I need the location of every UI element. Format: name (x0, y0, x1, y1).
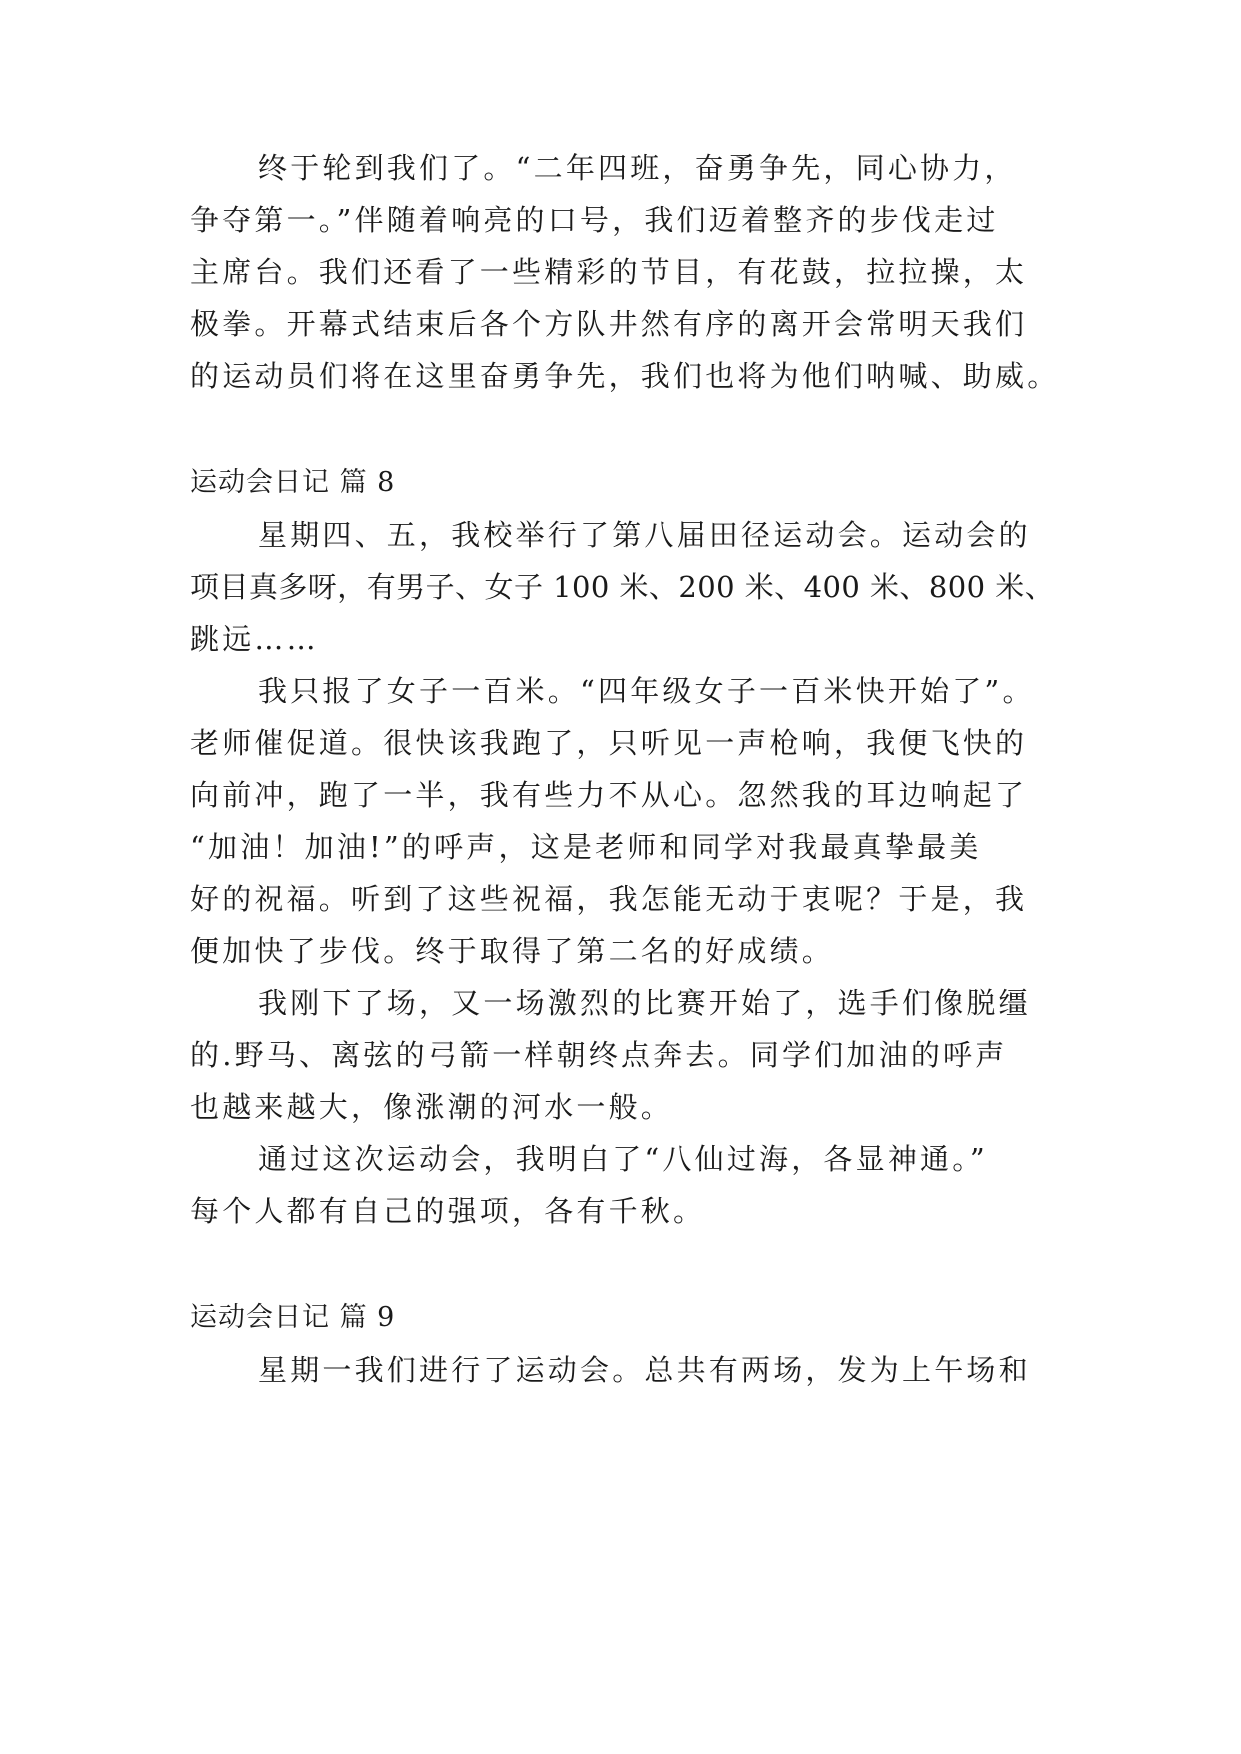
paragraph-line: 的运动员们将在这里奋勇争先，我们也将为他们呐喊、助威。 (190, 359, 1060, 393)
paragraph-line: 项目真多呀，有男子、女子 100 米、200 米、400 米、800 米、 (190, 570, 1055, 604)
paragraph-line: 星期四、五，我校举行了第八届田径运动会。运动会的 (258, 518, 1031, 552)
section-heading: 运动会日记 篇 9 (190, 1302, 396, 1333)
paragraph-line: 争夺第一。”伴随着响亮的口号，我们迈着整齐的步伐走过 (190, 203, 999, 237)
section-heading: 运动会日记 篇 8 (190, 467, 396, 498)
paragraph-line: 我刚下了场，又一场激烈的比赛开始了，选手们像脱缰 (258, 986, 1031, 1020)
paragraph-line: 终于轮到我们了。“二年四班，奋勇争先，同心协力， (258, 151, 1017, 185)
paragraph-line: 主席台。我们还看了一些精彩的节目，有花鼓，拉拉操，太 (190, 255, 1028, 289)
paragraph-line: 向前冲，跑了一半，我有些力不从心。忽然我的耳边响起了 (190, 778, 1028, 812)
paragraph-line: 我只报了女子一百米。“四年级女子一百米快开始了”。 (258, 674, 1035, 708)
paragraph-line: 便加快了步伐。终于取得了第二名的好成绩。 (190, 934, 835, 968)
paragraph-line: 星期一我们进行了运动会。总共有两场，发为上午场和 (258, 1353, 1031, 1387)
paragraph-line: 的.野马、离弦的弓箭一样朝终点奔去。同学们加油的呼声 (190, 1038, 1008, 1072)
paragraph-line: 也越来越大，像涨潮的河水一般。 (190, 1090, 674, 1124)
paragraph-line: 跳远…… (190, 622, 319, 656)
paragraph-line: “加油！加油!”的呼声，这是老师和同学对我最真挚最美 (190, 830, 982, 864)
paragraph-line: 每个人都有自己的强项，各有千秋。 (190, 1194, 706, 1228)
paragraph-line: 好的祝福。听到了这些祝福，我怎能无动于衷呢？于是，我 (190, 882, 1028, 916)
paragraph-line: 极拳。开幕式结束后各个方队井然有序的离开会常明天我们 (190, 307, 1028, 341)
paragraph-line: 通过这次运动会，我明白了“八仙过海，各显神通。” (258, 1142, 988, 1176)
paragraph-line: 老师催促道。很快该我跑了，只听见一声枪响，我便飞快的 (190, 726, 1028, 760)
